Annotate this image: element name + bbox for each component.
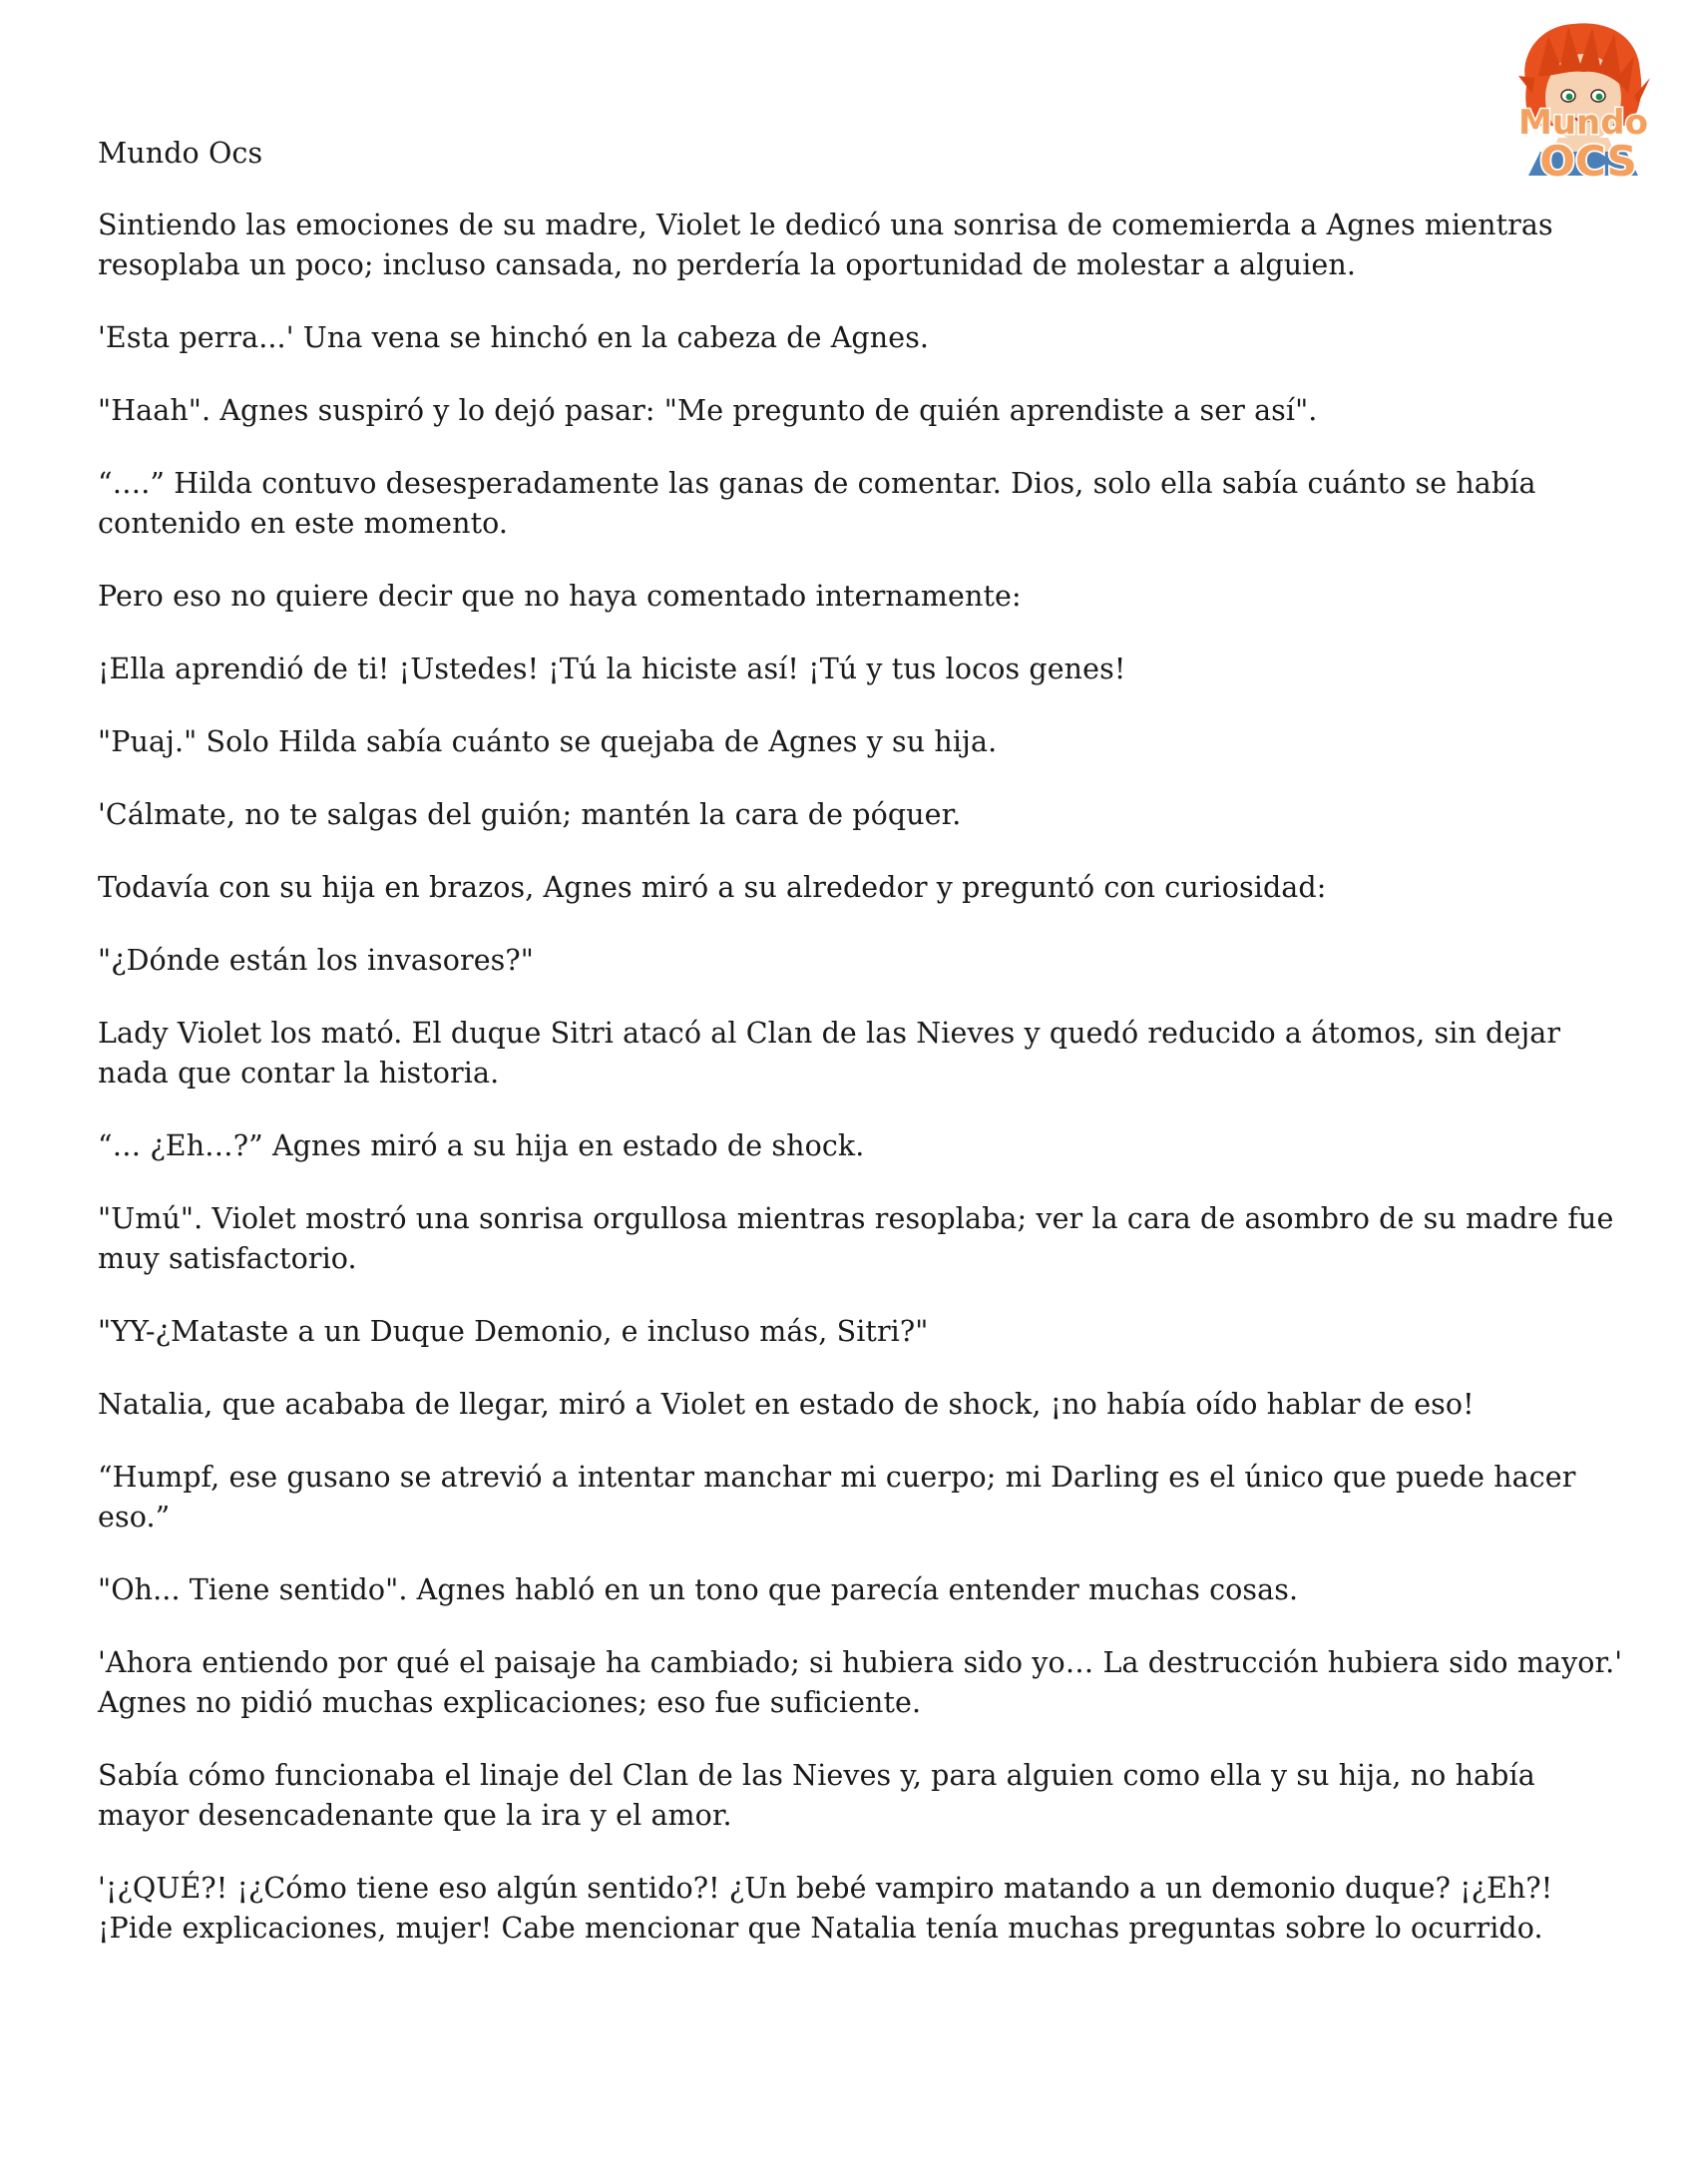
document-header: Mundo Ocs [98, 137, 263, 170]
paragraph: 'Esta perra...' Una vena se hinchó en la cabeza de Agnes. [98, 321, 930, 354]
paragraph: 'Cálmate, no te salgas del guión; mantén la cara de póquer. [98, 798, 962, 831]
paragraph: Lady Violet los mató. El duque Sitri atacó al Clan de las Nieves y quedó reducido a átomos, sin dejar nada que contar la historia. [98, 1017, 1561, 1090]
paragraph: “….” Hilda contuvo desesperadamente las ganas de comentar. Dios, solo ella sabía cuánto se había contenido en este momento. [98, 467, 1536, 540]
paragraph: "Oh... Tiene sentido". Agnes habló en un tono que parecía entender muchas cosas. [98, 1573, 1299, 1606]
paragraph: ¡Ella aprendió de ti! ¡Ustedes! ¡Tú la hiciste así! ¡Tú y tus locos genes! [98, 653, 1126, 685]
paragraph: "YY-¿Mataste a un Duque Demonio, e incluso más, Sitri?" [98, 1315, 929, 1348]
paragraph: Sabía cómo funcionaba el linaje del Clan de las Nieves y, para alguien como ella y su hija, no había mayor desencadenante que la ira y el amor. [98, 1759, 1535, 1832]
paragraph: "Haah". Agnes suspiró y lo dejó pasar: "Me pregunto de quién aprendiste a ser así". [98, 394, 1318, 427]
paragraph: 'Ahora entiendo por qué el paisaje ha cambiado; si hubiera sido yo… La destrucción hubiera sido mayor.' Agnes no pidió muchas explicaciones; eso fue suficiente. [98, 1646, 1623, 1719]
paragraph: "Puaj." Solo Hilda sabía cuánto se quejaba de Agnes y su hija. [98, 725, 998, 758]
paragraph: Sintiendo las emociones de su madre, Violet le dedicó una sonrisa de comemierda a Agnes mientras resoplaba un poco; incluso cansada, no perdería la oportunidad de molestar a alguien. [98, 209, 1553, 281]
paragraph: '¡¿QUÉ?! ¡¿Cómo tiene eso algún sentido?! ¿Un bebé vampiro matando a un demonio duque? ¡¿Eh?! ¡Pide explicaciones, mujer! Cabe mencionar que Natalia tenía muchas preguntas sobre lo ocurrido. [98, 1872, 1553, 1945]
paragraph: Todavía con su hija en brazos, Agnes miró a su alrededor y preguntó con curiosidad: [98, 871, 1327, 904]
paragraph: "Umú". Violet mostró una sonrisa orgullosa mientras resoplaba; ver la cara de asombro de su madre fue muy satisfactorio. [98, 1202, 1614, 1275]
paragraph: Pero eso no quiere decir que no haya comentado internamente: [98, 580, 1022, 613]
logo-text-line1: Mundo [1518, 103, 1648, 143]
paragraph: Natalia, que acababa de llegar, miró a Violet en estado de shock, ¡no había oído hablar de eso! [98, 1388, 1475, 1421]
paragraph: “… ¿Eh…?” Agnes miró a su hija en estado de shock. [98, 1129, 865, 1162]
paragraph: "¿Dónde están los invasores?" [98, 944, 534, 977]
document-body [98, 134, 1634, 1981]
paragraph: “Humpf, ese gusano se atrevió a intentar manchar mi cuerpo; mi Darling es el único que puede hacer eso.” [98, 1461, 1576, 1533]
logo-text-line2: OCS [1539, 137, 1637, 186]
